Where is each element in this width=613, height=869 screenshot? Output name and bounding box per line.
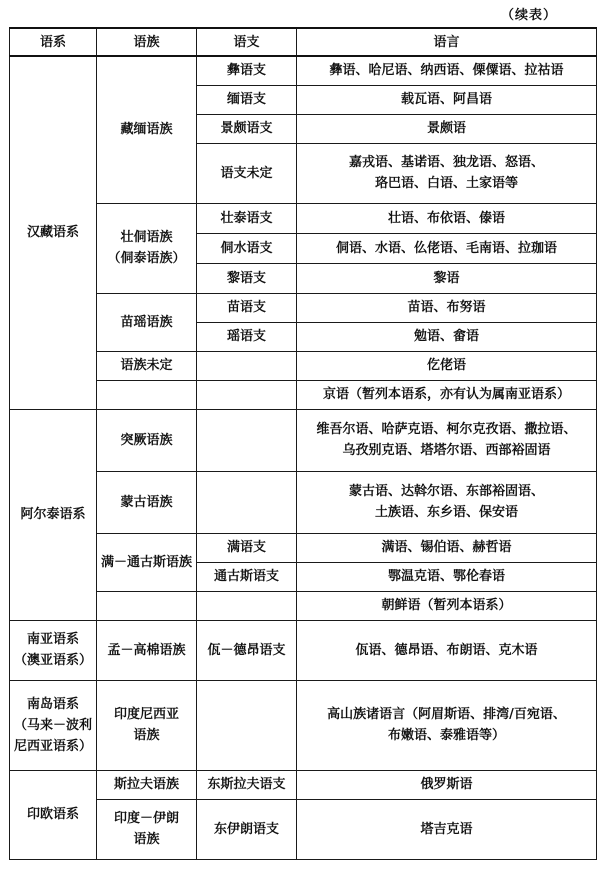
language-cell: 京语（暂列本语系，亦有认为属南亚语系） <box>297 380 597 409</box>
table-row <box>10 680 597 770</box>
language-cell: 嘉戎语、基诺语、独龙语、怒语、 珞巴语、白语、土家语等 <box>297 143 597 203</box>
group-cell: 斯拉夫语族 <box>97 770 197 799</box>
table-row <box>10 409 597 471</box>
language-cell: 苗语、布努语 <box>297 293 597 322</box>
language-cell: 黎语 <box>297 263 597 293</box>
table-header-row <box>10 28 597 56</box>
table-row <box>10 471 597 533</box>
group-cell: 印度尼西亚 语族 <box>97 680 197 770</box>
language-cell: 仡佬语 <box>297 351 597 380</box>
branch-cell: 通古斯语支 <box>197 562 297 591</box>
table-row <box>10 799 597 859</box>
header-language: 语言 <box>297 28 597 56</box>
language-family-table <box>9 27 597 860</box>
group-cell: 语族未定 <box>97 351 197 380</box>
family-cell: 汉藏语系 <box>10 56 97 409</box>
branch-cell: 满语支 <box>197 533 297 562</box>
branch-cell: 侗水语支 <box>197 233 297 263</box>
branch-cell: 景颇语支 <box>197 114 297 143</box>
table-row <box>10 770 597 799</box>
table-row <box>10 380 597 409</box>
branch-cell: 彝语支 <box>197 56 297 85</box>
header-family: 语系 <box>10 28 97 56</box>
family-cell: 阿尔泰语系 <box>10 409 97 620</box>
group-cell: 苗瑶语族 <box>97 293 197 351</box>
family-cell: 印欧语系 <box>10 770 97 859</box>
language-cell: 彝语、哈尼语、纳西语、傈僳语、拉祜语 <box>297 56 597 85</box>
group-cell: 蒙古语族 <box>97 471 197 533</box>
table-row <box>10 293 597 322</box>
group-cell: 藏缅语族 <box>97 56 197 203</box>
group-cell: 壮侗语族 （侗泰语族） <box>97 203 197 293</box>
branch-cell: 黎语支 <box>197 263 297 293</box>
group-cell: 突厥语族 <box>97 409 197 471</box>
branch-cell: 佤－德昂语支 <box>197 620 297 680</box>
header-branch: 语支 <box>197 28 297 56</box>
group-cell: 孟－高棉语族 <box>97 620 197 680</box>
language-cell: 满语、锡伯语、赫哲语 <box>297 533 597 562</box>
branch-cell: 缅语支 <box>197 85 297 114</box>
language-cell: 侗语、水语、仫佬语、毛南语、拉珈语 <box>297 233 597 263</box>
language-cell: 鄂温克语、鄂伦春语 <box>297 562 597 591</box>
language-cell: 维吾尔语、哈萨克语、柯尔克孜语、撒拉语、 乌孜别克语、塔塔尔语、西部裕固语 <box>297 409 597 471</box>
family-cell: 南岛语系 （马来－波利 尼西亚语系） <box>10 680 97 770</box>
branch-cell: 苗语支 <box>197 293 297 322</box>
branch-cell: 瑶语支 <box>197 322 297 351</box>
language-cell: 佤语、德昂语、布朗语、克木语 <box>297 620 597 680</box>
branch-cell: 语支未定 <box>197 143 297 203</box>
branch-cell <box>197 591 297 620</box>
group-cell: 满－通古斯语族 <box>97 533 197 591</box>
language-cell: 塔吉克语 <box>297 799 597 859</box>
language-cell: 俄罗斯语 <box>297 770 597 799</box>
table-row <box>10 351 597 380</box>
branch-cell: 东斯拉夫语支 <box>197 770 297 799</box>
family-cell: 南亚语系 （澳亚语系） <box>10 620 97 680</box>
branch-cell: 壮泰语支 <box>197 203 297 233</box>
table-row <box>10 620 597 680</box>
language-cell: 载瓦语、阿昌语 <box>297 85 597 114</box>
branch-cell <box>197 409 297 471</box>
group-cell <box>97 380 197 409</box>
language-cell: 朝鲜语（暂列本语系） <box>297 591 597 620</box>
branch-cell: 东伊朗语支 <box>197 799 297 859</box>
language-cell: 蒙古语、达斡尔语、东部裕固语、 土族语、东乡语、保安语 <box>297 471 597 533</box>
table-row <box>10 203 597 233</box>
group-cell: 印度－伊朗 语族 <box>97 799 197 859</box>
branch-cell <box>197 380 297 409</box>
continued-label: （续表） <box>500 8 557 23</box>
language-cell: 壮语、布依语、傣语 <box>297 203 597 233</box>
table-row <box>10 533 597 562</box>
language-cell: 勉语、畲语 <box>297 322 597 351</box>
branch-cell <box>197 680 297 770</box>
group-cell <box>97 591 197 620</box>
language-cell: 景颇语 <box>297 114 597 143</box>
header-group: 语族 <box>97 28 197 56</box>
language-cell: 高山族诸语言（阿眉斯语、排湾/百宛语、 布嫩语、泰雅语等） <box>297 680 597 770</box>
branch-cell <box>197 471 297 533</box>
table-row <box>10 591 597 620</box>
table-row <box>10 56 597 85</box>
branch-cell <box>197 351 297 380</box>
